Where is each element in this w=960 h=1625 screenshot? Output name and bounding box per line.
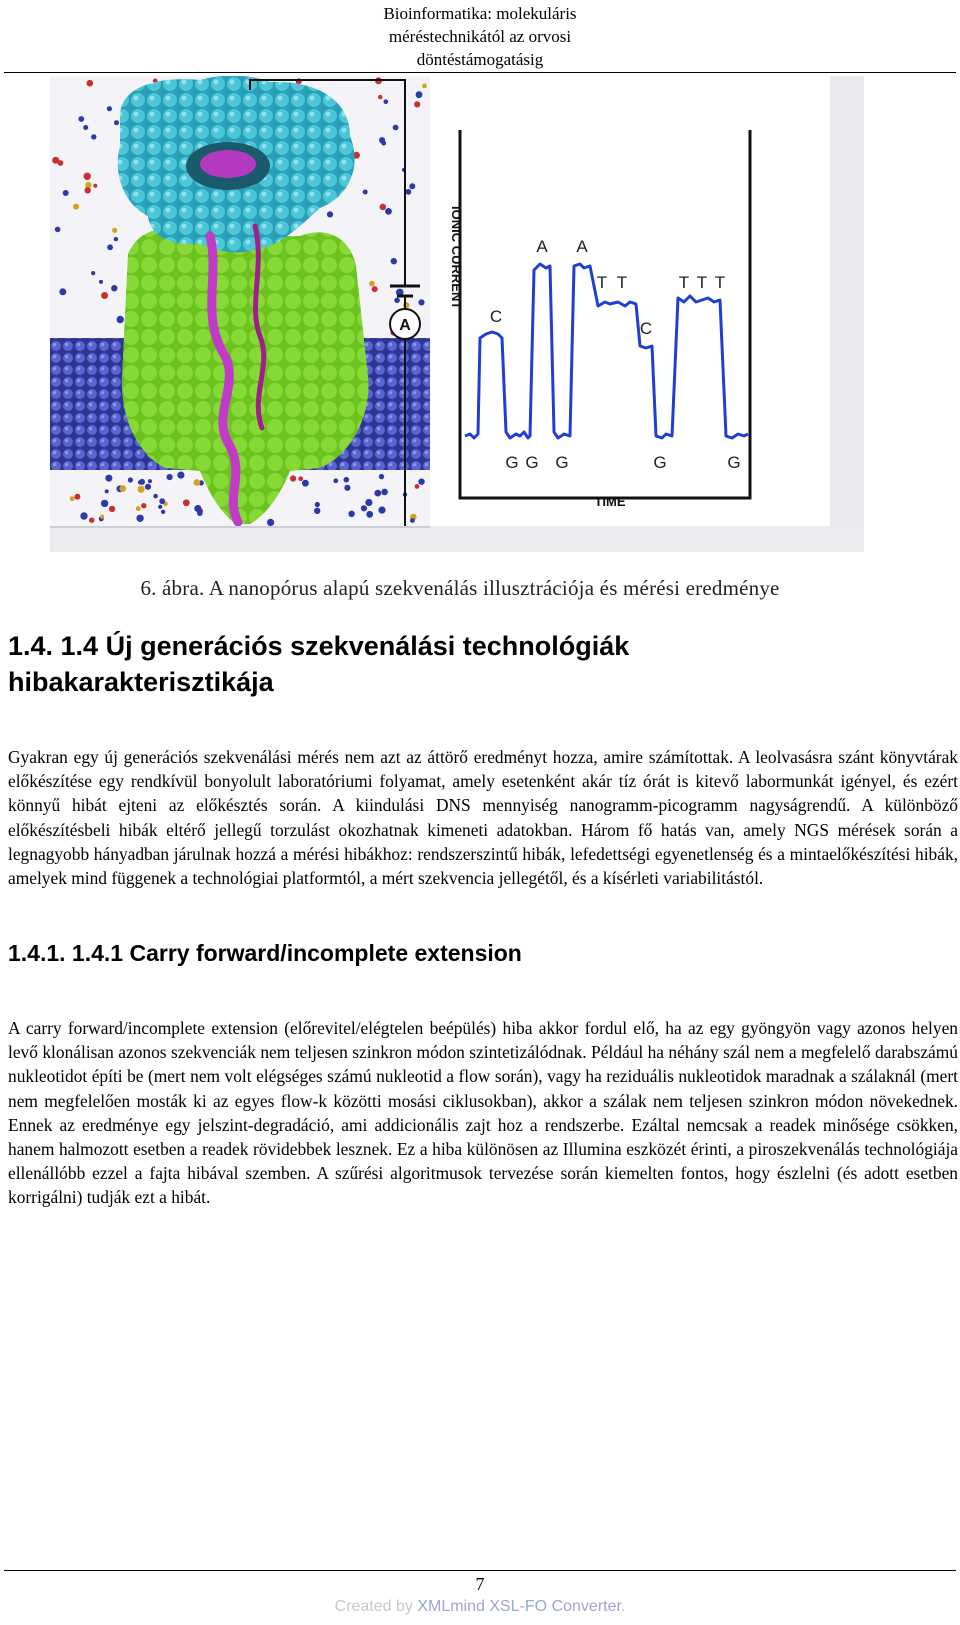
ion-dot bbox=[374, 490, 381, 497]
ion-dot bbox=[366, 511, 373, 518]
ion-dot bbox=[344, 485, 350, 491]
ion-dot bbox=[418, 299, 424, 305]
ion-dot bbox=[183, 499, 190, 506]
footer-divider bbox=[4, 1570, 956, 1571]
ion-dot bbox=[59, 288, 66, 295]
section-heading-line-1: 1.4. 1.4 Új generációs szekvenálási technológiák bbox=[8, 631, 630, 661]
ion-dot bbox=[63, 190, 69, 196]
section-heading bbox=[8, 628, 908, 700]
ion-dot bbox=[114, 237, 118, 241]
nanopore-figure bbox=[50, 76, 864, 552]
ion-dot bbox=[380, 204, 387, 211]
ion-dot bbox=[138, 480, 142, 484]
ion-dot bbox=[365, 499, 372, 506]
ion-dot bbox=[290, 475, 296, 481]
peak-label: C bbox=[489, 307, 503, 326]
ion-dot bbox=[379, 474, 384, 479]
ion-dot bbox=[83, 125, 88, 130]
credit-prefix: Created by bbox=[334, 1598, 418, 1615]
peak-label: T bbox=[616, 273, 628, 292]
ion-dot bbox=[136, 506, 141, 511]
page-number: 7 bbox=[475, 1574, 485, 1594]
ion-dot bbox=[111, 285, 117, 291]
ion-dot bbox=[348, 511, 354, 517]
ion-dot bbox=[409, 183, 415, 189]
header-line-3: döntéstámogatásig bbox=[416, 50, 544, 69]
section-heading-line-2: hibakarakterisztikája bbox=[8, 667, 274, 697]
ion-dot bbox=[91, 134, 96, 139]
ion-dot bbox=[393, 125, 399, 131]
ion-dot bbox=[136, 515, 143, 522]
section-paragraph: Gyakran egy új generációs szekvenálási mérés nem azt az áttörő eredményt hozza, amire számítottak. A leolvasásra szánt könyvtárak előkészítése egy rendkívül bonyolult laboratóriumi folyamat, amely esetenként akár tíz órát is kitevő labormunkát igényel, és ezért könnyű hibát ejteni az előkésztés során. A kiindulási DNS mennyiség nanogramm-picogramm nagyságrendű. A különböző előkészítésbeli hibák eltérő jellegű torzulást okozhatnak kimeneti adatokban. Három fő hatás van, amely NGS mérések során a legnagyobb hányadban járulnak hozzá a mérési hibákhoz: rendszerszintű hibák, lefedettségi egyenetlenség és a mintaelőkészítési hibák, amelyek mind függenek a technológiai platformtól, a mért szekvencia jellegétől, és a kísérleti variabilitástól. bbox=[8, 747, 958, 889]
ion-dot bbox=[385, 208, 392, 215]
peak-label: T bbox=[596, 273, 608, 292]
ion-dot bbox=[107, 244, 113, 250]
ion-dot bbox=[414, 101, 420, 107]
ion-dot bbox=[70, 496, 75, 501]
x-axis-label: TIME bbox=[594, 494, 626, 509]
trough-label: G bbox=[727, 453, 741, 472]
y-axis-label: IONIC CURRENT bbox=[449, 206, 464, 310]
ion-dot bbox=[302, 480, 309, 487]
trough-label: G bbox=[525, 453, 539, 472]
peak-label: C bbox=[639, 319, 653, 338]
running-header bbox=[0, 2, 960, 71]
ion-dot bbox=[403, 302, 409, 308]
ion-dot bbox=[100, 515, 104, 519]
ion-dot bbox=[101, 500, 108, 507]
ion-dot bbox=[105, 475, 112, 482]
ion-dot bbox=[314, 508, 320, 514]
ion-dot bbox=[145, 484, 151, 490]
ion-dot bbox=[416, 91, 423, 98]
ion-dot bbox=[148, 479, 152, 483]
ion-dot bbox=[117, 316, 124, 323]
ion-dot bbox=[406, 189, 412, 195]
ion-dot bbox=[394, 298, 400, 304]
peak-label: T bbox=[696, 273, 708, 292]
converter-link[interactable]: XMLmind XSL-FO Converter bbox=[417, 1598, 621, 1615]
ion-dot bbox=[378, 95, 382, 99]
ion-dot bbox=[138, 486, 145, 493]
ion-dot bbox=[363, 190, 368, 195]
ion-dot bbox=[89, 518, 94, 523]
ion-dot bbox=[161, 510, 165, 514]
ion-dot bbox=[78, 116, 84, 122]
ion-dot bbox=[381, 141, 386, 146]
header-line-2: méréstechnikától az orvosi bbox=[388, 27, 572, 46]
ion-dot bbox=[109, 506, 115, 512]
ion-dot bbox=[128, 477, 133, 482]
ion-dot bbox=[141, 503, 146, 508]
header-line-1: Bioinformatika: molekuláris bbox=[383, 4, 577, 23]
ion-dot bbox=[99, 280, 103, 284]
magenta-cluster bbox=[200, 150, 256, 178]
ion-dot bbox=[101, 292, 108, 299]
ion-dot bbox=[80, 512, 87, 519]
ion-dot bbox=[418, 479, 424, 485]
ion-dot bbox=[369, 281, 375, 287]
ion-dot bbox=[177, 472, 184, 479]
ion-dot bbox=[112, 228, 117, 233]
ion-dot bbox=[91, 271, 95, 275]
ion-dot bbox=[391, 258, 397, 264]
ion-dot bbox=[327, 211, 333, 217]
ion-dot bbox=[194, 479, 201, 486]
peak-label: A bbox=[576, 237, 588, 256]
ion-dot bbox=[114, 120, 119, 125]
ion-dot bbox=[105, 489, 109, 493]
ion-dot bbox=[84, 173, 91, 180]
ion-dot bbox=[372, 286, 378, 292]
figure-caption: 6. ábra. A nanopórus alapú szekvenálás illusztrációja és mérési eredménye bbox=[140, 576, 780, 600]
subsection-paragraph: A carry forward/incomplete extension (előrevitel/elégtelen beépülés) hiba akkor fordul elő, ha az egy gyöngyön vagy azonos helyen levő klonálisan azonos szekvenciák nem teljesen szinkron módon szintetizálódnak. Például ha néhány szál nem a megfelelő darabszámú nukleotidot építi be (mert nem volt elégséges számú nukleotid a flow során), vagy ha reziduális nukleotidok maradnak a szálaknál (mert nem megfelelően mosták ki az egyes flow-k közötti mosási ciklusokban), akkor a szálak nem teljesen szinkron módon növekednek. Ennek az eredménye egy jelszint-degradáció, ami addicionális zajt hoz a rendszerbe. Ezáltal nemcsak a readek minősége csökken, hanem halmozott esetben a readek rövidebbek lesznek. Ez a hiba különösen az Illumina eszközét érinti, a piroszekvenálás technológiája ellenállóbb ezzel a fajta hibával szemben. A szűrési algoritmusok tervezése során kiemelten fontos, hogy észlelni (és adott esetben korrigálni) tudják ezt a hibát. bbox=[8, 1018, 958, 1208]
peak-label: T bbox=[714, 273, 726, 292]
ion-dot bbox=[87, 80, 94, 87]
ion-dot bbox=[194, 505, 201, 512]
generator-credit bbox=[0, 1598, 960, 1616]
ion-dot bbox=[361, 505, 367, 511]
ion-dot bbox=[422, 84, 427, 89]
peak-label: A bbox=[536, 237, 548, 256]
ion-dot bbox=[410, 518, 415, 523]
trough-label: G bbox=[653, 453, 667, 472]
ion-dot bbox=[415, 484, 420, 489]
ion-dot bbox=[298, 476, 303, 481]
ion-dot bbox=[52, 157, 59, 164]
ammeter-label: A bbox=[399, 317, 411, 334]
ion-dot bbox=[159, 498, 165, 504]
ion-dot bbox=[158, 505, 162, 509]
ion-dot bbox=[153, 494, 158, 499]
ion-dot bbox=[344, 477, 350, 483]
ion-dot bbox=[167, 474, 173, 480]
ion-dot bbox=[384, 99, 389, 104]
trough-label: G bbox=[555, 453, 569, 472]
ion-dot bbox=[93, 184, 97, 188]
ion-dot bbox=[267, 519, 274, 526]
ion-dot bbox=[333, 478, 338, 483]
ion-dot bbox=[107, 106, 112, 111]
subsection-heading: 1.4.1. 1.4.1 Carry forward/incomplete extension bbox=[8, 940, 522, 966]
trough-label: G bbox=[505, 453, 519, 472]
ion-dot bbox=[85, 187, 91, 193]
ion-dot bbox=[73, 204, 79, 210]
peak-label: T bbox=[678, 273, 690, 292]
ion-dot bbox=[55, 227, 61, 233]
header-divider bbox=[4, 72, 956, 73]
ion-dot bbox=[74, 494, 80, 500]
ion-dot bbox=[381, 489, 388, 496]
ion-dot bbox=[378, 507, 385, 514]
ion-dot bbox=[315, 502, 320, 507]
ion-dot bbox=[120, 485, 127, 492]
credit-suffix: . bbox=[620, 1598, 626, 1615]
